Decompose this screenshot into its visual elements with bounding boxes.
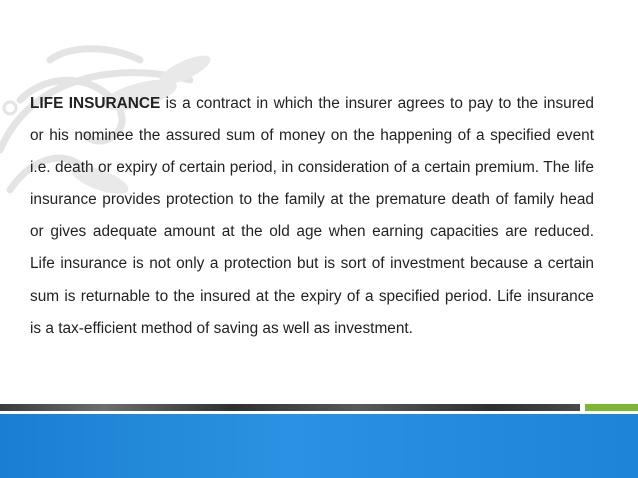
dark-divider-bar — [0, 404, 580, 411]
definition-paragraph — [30, 88, 594, 345]
green-accent-bar — [585, 404, 638, 411]
blue-footer-band — [0, 414, 638, 478]
term-heading: LIFE INSURANCE — [30, 95, 161, 112]
definition-text: is a contract in which the insurer agrees to pay to the insured or his nominee the assured sum of money on the happening of a specified event i.e. death or expiry of certain period, in consideration of a certain premium. The life insurance provides protection to the family at the premature death of family head or gives adequate amount at the old age when earning capacities are reduced. Life insurance is not only a protection but is sort of investment because a certain sum is returnable to the insured at the expiry of a specified period. Life insurance is a tax-efficient method of saving as well as investment. — [30, 95, 594, 337]
